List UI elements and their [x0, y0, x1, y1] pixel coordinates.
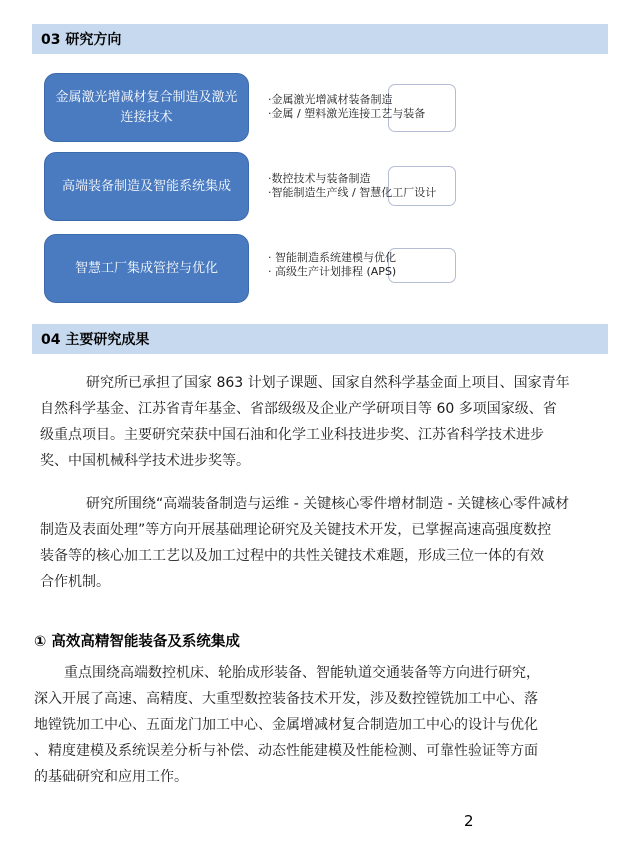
direction-bullets [268, 93, 425, 121]
paragraph-line: 奖、中国机械科学技术进步奖等。 [40, 453, 250, 469]
direction-box-laser-manufacturing [44, 73, 249, 142]
paragraph-line: 、精度建模及系统误差分析与补偿、动态性能建模及性能检测、可靠性验证等方面 [34, 743, 538, 759]
section-header-research-results [32, 324, 608, 354]
paragraph-line: 研究所围绕“高端装备制造与运维 - 关键核心零件增材制造 - 关键核心零件减材 [86, 496, 570, 512]
paragraph-line: 级重点项目。主要研究荣获中国石油和化学工业科技进步奖、江苏省科学技术进步 [40, 427, 544, 443]
bullet-item: · 高级生产计划排程 (APS) [268, 265, 397, 278]
direction-label: 高端装备制造及智能系统集成 [61, 178, 231, 194]
direction-label: 金属激光增减材复合制造及激光连接技术 [55, 89, 238, 125]
paragraph-line: 装备等的核心加工工艺以及加工过程中的共性关键技术难题，形成三位一体的有效 [40, 548, 544, 564]
paragraph-line: 研究所已承担了国家 863 计划子课题、国家自然科学基金面上项目、国家青年 [86, 375, 570, 391]
paragraph-line: 地镗铣加工中心、五面龙门加工中心、金属增减材复合制造加工中心的设计与优化 [34, 717, 538, 733]
paragraph-line: 的基础研究和应用工作。 [34, 769, 188, 785]
paragraph-line: 合作机制。 [40, 574, 110, 590]
subheading-high-efficiency-equipment: ① 高效高精智能装备及系统集成 [34, 634, 240, 650]
bullet-item: ·金属 / 塑料激光连接工艺与装备 [268, 107, 426, 120]
decorative-outline-box [388, 248, 456, 283]
direction-bullets [268, 251, 396, 279]
direction-box-high-end-equipment [44, 152, 249, 221]
section-title: 03 研究方向 [41, 32, 122, 48]
paragraph-line: 制造及表面处理”等方向开展基础理论研究及关键技术开发，已掌握高速高强度数控 [40, 522, 552, 538]
page-number: 2 [464, 812, 474, 830]
section-title: 04 主要研究成果 [41, 332, 150, 348]
direction-bullets [268, 172, 436, 200]
paragraph-line: 自然科学基金、江苏省青年基金、省部级级及企业产学研项目等 60 多项国家级、省 [40, 401, 557, 417]
results-paragraph-1 [40, 370, 608, 474]
section-header-research-direction [32, 24, 608, 54]
results-paragraph-2 [40, 491, 608, 595]
bullet-item: ·数控技术与装备制造 [268, 172, 371, 185]
direction-box-smart-factory [44, 234, 249, 303]
bullet-item: ·金属激光增减材装备制造 [268, 93, 393, 106]
direction-label: 智慧工厂集成管控与优化 [74, 260, 218, 276]
paragraph-line: 深入开展了高速、高精度、大重型数控装备技术开发，涉及数控镗铣加工中心、落 [34, 691, 538, 707]
bullet-item: ·智能制造生产线 / 智慧化工厂设计 [268, 186, 437, 199]
bullet-item: · 智能制造系统建模与优化 [268, 251, 396, 264]
results-paragraph-3 [34, 660, 602, 790]
paragraph-line: 重点围绕高端数控机床、轮胎成形装备、智能轨道交通装备等方向进行研究， [64, 665, 540, 681]
